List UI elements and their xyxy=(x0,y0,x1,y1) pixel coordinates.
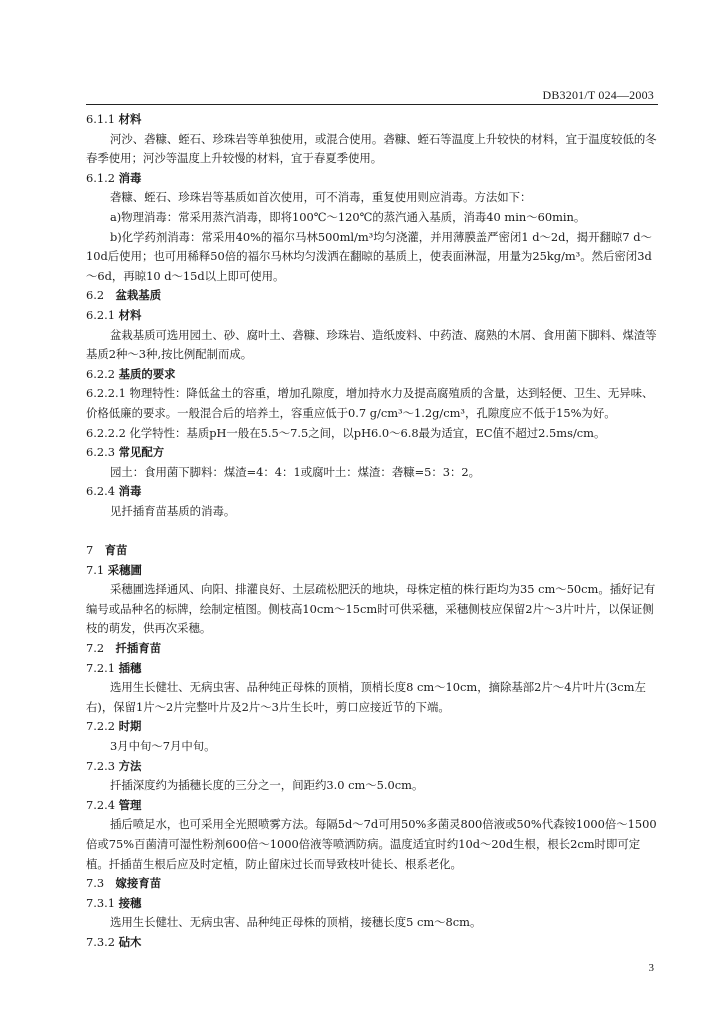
section-number: 6.2 xyxy=(86,288,116,303)
section-title: 采穗圃 xyxy=(107,562,142,577)
body-paragraph: 采穗圃选择通风、向阳、排灌良好、土层疏松肥沃的地块，母株定植的株行距均为35 cm～50cm。插好记有编号或品种名的标牌，绘制定植图。侧枝高10cm～15cm时可供采穗，采穗侧枝应保留2片～3片叶片，以保证侧枝的萌发，供再次采穗。 xyxy=(86,582,656,636)
body-paragraph: 扦插深度约为插穗长度的三分之一，间距约3.0 cm～5.0cm。 xyxy=(109,778,424,793)
section-title: 砧木 xyxy=(118,934,142,949)
section-title: 插穗 xyxy=(118,660,142,675)
section-title: 材料 xyxy=(118,307,142,322)
section-title: 育苗 xyxy=(104,543,128,558)
section-title: 常见配方 xyxy=(118,445,165,460)
section-title: 盆栽基质 xyxy=(115,288,162,303)
section-heading xyxy=(86,874,658,894)
section-heading xyxy=(86,561,658,581)
header-rule xyxy=(86,104,658,105)
section-number: 6.2.4 xyxy=(86,484,119,499)
section-number: 7.2.4 xyxy=(86,797,119,812)
section-heading xyxy=(86,365,658,385)
section-number: 6.2.3 xyxy=(86,445,119,460)
body-paragraph: 盆栽基质可选用园土、砂、腐叶土、砻糠、珍珠岩、造纸废料、中药渣、腐熟的木屑、食用菌下脚料、煤渣等基质2种～3种,按比例配制而成。 xyxy=(86,327,657,362)
section-number: 6.2.1 xyxy=(86,307,119,322)
numbered-clause: 6.2.2.1 物理特性：降低盆土的容重，增加孔隙度，增加持水力及提高腐殖质的含量，达到轻便、卫生、无异味、价格低廉的要求。一般混合后的培养土，容重应低于0.7 g/cm³～1.2g/cm³，孔隙度应不低于15%为好。 xyxy=(86,386,654,420)
page-number: 3 xyxy=(648,962,654,974)
section-heading xyxy=(86,110,658,130)
body-paragraph: 选用生长健壮、无病虫害、品种纯正母株的顶梢，顶梢长度8 cm～10cm，摘除基部2片～4片叶片(3cm左右)，保留1片～2片完整叶片及2片～3片生长叶，剪口应接近节的下端。 xyxy=(86,680,646,714)
section-number: 7.1 xyxy=(86,562,108,577)
section-number: 7.2 xyxy=(86,641,116,656)
section-heading xyxy=(86,894,658,914)
body-paragraph: 见扦插育苗基质的消毒。 xyxy=(109,503,236,518)
section-title: 时期 xyxy=(118,719,142,734)
body-paragraph: a)物理消毒：常采用蒸汽消毒，即将100℃～120℃的蒸汽通入基质，消毒40 min～60min。 xyxy=(109,209,586,224)
section-spacer xyxy=(86,521,658,541)
section-heading xyxy=(86,306,658,326)
body-paragraph: 3月中旬～7月中旬。 xyxy=(109,739,216,753)
section-number: 7.3.2 xyxy=(86,934,119,949)
section-heading xyxy=(86,482,658,502)
section-number: 7.3.1 xyxy=(86,895,119,910)
section-heading xyxy=(86,541,658,561)
section-title: 接穗 xyxy=(118,895,142,910)
body-paragraph: 河沙、砻糠、蛭石、珍珠岩等单独使用，或混合使用。砻糠、蛭石等温度上升较快的材料，宜于温度较低的冬春季使用；河沙等温度上升较慢的材料，宜于春夏季使用。 xyxy=(86,131,657,166)
section-heading xyxy=(86,757,658,777)
body-paragraph: 插后喷足水，也可采用全光照喷雾方法。每隔5d～7d可用50%多菌灵800倍液或50%代森铵1000倍～1500倍或75%百菌清可湿性粉剂600倍～1000倍液等喷洒防病。温度适宜时约10d～20d生根，根长2cm时即可定植。扦插苗生根后应及时定植，防止留床过长而导致枝叶徒长、根系老化。 xyxy=(86,817,657,871)
section-heading xyxy=(86,639,658,659)
section-heading xyxy=(86,796,658,816)
section-number: 7.2.2 xyxy=(86,719,119,734)
section-number: 7.3 xyxy=(86,876,116,891)
document-body xyxy=(86,110,658,953)
numbered-clause: 6.2.2.2 化学特性：基质pH一般在5.5～7.5之间，以pH6.0～6.8最为适宜，EC值不超过2.5ms/cm。 xyxy=(86,425,606,440)
section-title: 消毒 xyxy=(118,484,142,499)
standard-code: DB3201/T 024—2003 xyxy=(542,88,654,102)
section-heading xyxy=(86,443,658,463)
section-heading xyxy=(86,286,658,306)
section-title: 嫁接育苗 xyxy=(115,876,162,891)
section-title: 消毒 xyxy=(118,170,142,185)
section-title: 基质的要求 xyxy=(118,366,176,381)
body-paragraph: 选用生长健壮、无病虫害、品种纯正母株的顶梢，接穗长度5 cm～8cm。 xyxy=(109,915,482,930)
body-paragraph: b)化学药剂消毒：常采用40%的福尔马林500ml/m³均匀浇灌，并用薄膜盖严密闭1 d～2d，揭开翻晾7 d～10d后使用；也可用稀释50倍的福尔马林均匀泼洒在翻晾的基质上，使表面淋湿，用量为25kg/m³。然后密闭3d～6d，再晾10 d～15d以上即可使用。 xyxy=(86,229,652,283)
body-paragraph: 砻糠、蛭石、珍珠岩等基质如首次使用，可不消毒，重复使用则应消毒。方法如下： xyxy=(109,190,532,205)
section-number: 6.1.2 xyxy=(86,170,119,185)
section-heading xyxy=(86,169,658,189)
section-heading xyxy=(86,717,658,737)
section-number: 6.2.2 xyxy=(86,366,119,381)
section-number: 7.2.3 xyxy=(86,758,119,773)
section-title: 管理 xyxy=(118,797,142,812)
section-title: 扦插育苗 xyxy=(115,641,162,656)
section-number: 7.2.1 xyxy=(86,660,119,675)
section-title: 材料 xyxy=(118,112,142,126)
section-title: 方法 xyxy=(118,758,142,773)
section-number: 6.1.1 xyxy=(86,112,119,126)
section-heading xyxy=(86,933,658,953)
body-paragraph: 园土：食用菌下脚料：煤渣=4：4：1或腐叶土：煤渣：砻糠=5：3：2。 xyxy=(109,464,481,479)
section-heading xyxy=(86,659,658,679)
section-number: 7 xyxy=(86,543,105,558)
